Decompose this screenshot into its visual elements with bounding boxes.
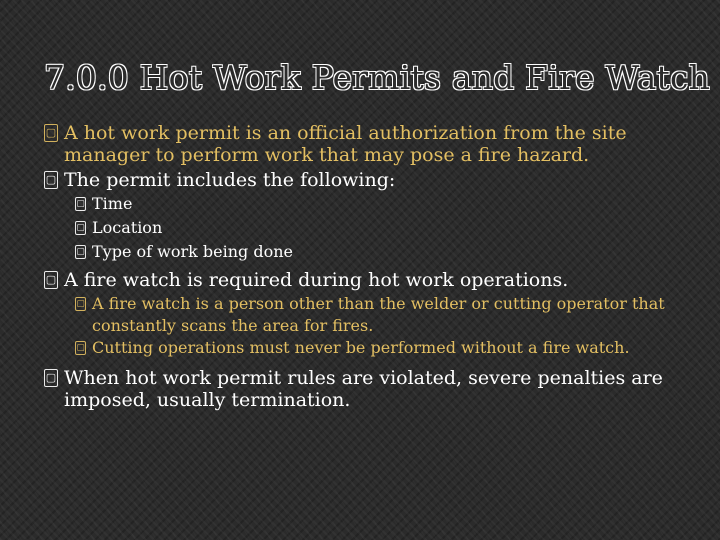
bullet-text: A fire watch is a person other than the welder or cutting operator that constantly scans the area for fires. (92, 294, 665, 335)
bullet-permit-includes (44, 169, 684, 191)
bullet-list (44, 122, 684, 411)
sub-bullet-location (75, 217, 684, 239)
slide-title: 7.0.0 Hot Work Permits and Fire Watch (44, 58, 711, 97)
bullet-text: When hot work permit rules are violated, severe penalties are imposed, usually termination. (64, 367, 663, 411)
bullet-fire-watch-required (44, 269, 684, 291)
bullet-text: A fire watch is required during hot work operations. (64, 269, 569, 291)
bullet-marker-icon: ▢ (44, 124, 58, 142)
bullet-marker-icon: ▢ (76, 199, 85, 209)
sub-bullet-fire-watch-definition (75, 293, 684, 337)
bullet-marker-icon: ▢ (44, 271, 58, 289)
bullet-marker-icon: ▢ (76, 223, 85, 233)
bullet-text: Location (92, 218, 163, 237)
bullet-marker-icon: ▢ (44, 171, 58, 189)
bullet-marker-icon: ▢ (76, 343, 85, 353)
bullet-text: Cutting operations must never be performed without a fire watch. (92, 338, 630, 357)
sub-bullet-cutting-operations (75, 337, 684, 359)
bullet-text: The permit includes the following: (64, 169, 396, 191)
bullet-marker-icon: ▢ (44, 369, 58, 387)
bullet-penalties (44, 367, 684, 411)
bullet-marker-icon: ▢ (76, 247, 85, 257)
bullet-text: Time (92, 194, 133, 213)
bullet-hot-work-permit-definition (44, 122, 684, 166)
bullet-text: A hot work permit is an official authorization from the site manager to perform work that may pose a fire hazard. (64, 122, 627, 166)
bullet-text: Type of work being done (92, 242, 294, 261)
sub-bullet-time (75, 193, 684, 215)
bullet-marker-icon: ▢ (76, 299, 85, 309)
sub-bullet-type-of-work (75, 241, 684, 263)
